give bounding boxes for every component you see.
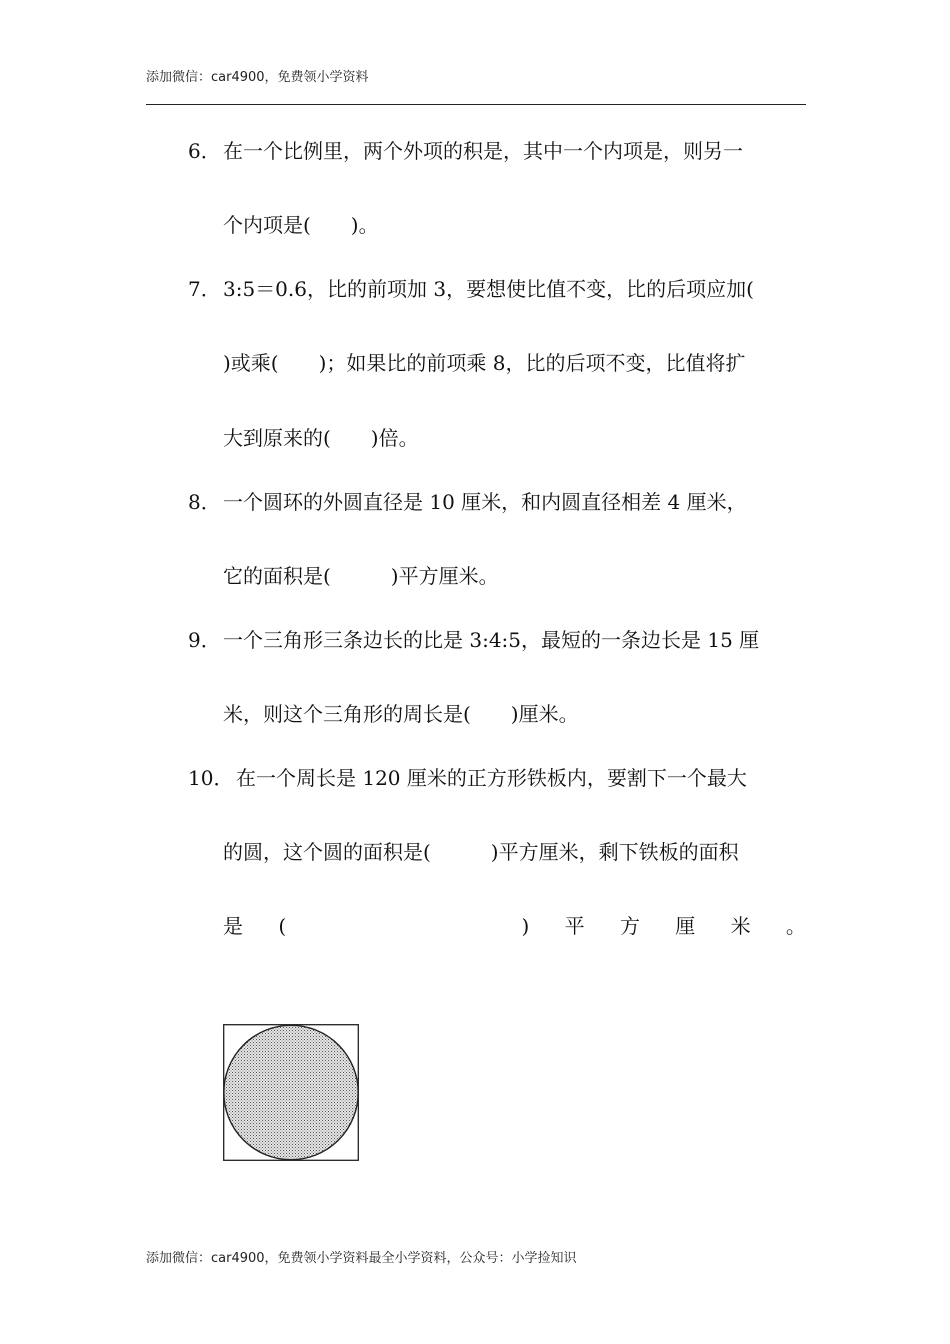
- spread-char: 米: [730, 914, 751, 938]
- page-footer: 添加微信：car4900，免费领小学资料最全小学资料，公众号：小学捡知识: [146, 1251, 577, 1266]
- spread-char: 平: [564, 914, 585, 938]
- square-circle-figure: [223, 1024, 359, 1161]
- question-6-line-2: 个内项是( )。: [223, 213, 379, 237]
- question-6-number: 6．: [188, 139, 221, 163]
- question-7-number: 7．: [188, 277, 221, 301]
- question-7-line-1: 3:5＝0.6，比的前项加 3，要想使比值不变，比的后项应加(: [223, 277, 754, 301]
- question-10-line-1: 在一个周长是 120 厘米的正方形铁板内，要割下一个最大: [236, 766, 747, 790]
- question-8-line-2: 它的面积是( )平方厘米。: [223, 564, 499, 588]
- page-header: 添加微信：car4900，免费领小学资料: [146, 70, 369, 85]
- header-divider: [146, 104, 806, 105]
- question-9-line-1: 一个三角形三条边长的比是 3:4:5，最短的一条边长是 15 厘: [223, 628, 760, 652]
- question-10-line-2: 的圆，这个圆的面积是( )平方厘米，剩下铁板的面积: [223, 840, 739, 864]
- spread-char: 是: [223, 914, 243, 938]
- question-8-number: 8．: [188, 490, 221, 514]
- spread-char: 方: [619, 914, 640, 938]
- spread-char: (: [278, 914, 287, 938]
- question-8-line-1: 一个圆环的外圆直径是 10 厘米，和内圆直径相差 4 厘米，: [223, 490, 747, 514]
- question-10-number: 10．: [188, 766, 234, 790]
- spread-char: 。: [785, 914, 806, 938]
- spread-char: 厘: [675, 914, 696, 938]
- spread-char: ): [521, 914, 530, 938]
- question-9-number: 9．: [188, 628, 221, 652]
- question-10-line-3: [223, 913, 806, 939]
- question-9-line-2: 米，则这个三角形的周长是( )厘米。: [223, 702, 579, 726]
- circle-shape: [224, 1025, 358, 1159]
- question-7-line-2: )或乘( )；如果比的前项乘 8，比的后项不变，比值将扩: [223, 351, 746, 375]
- question-7-line-3: 大到原来的( )倍。: [223, 426, 419, 450]
- question-6-line-1: 在一个比例里，两个外项的积是，其中一个内项是，则另一: [223, 139, 743, 163]
